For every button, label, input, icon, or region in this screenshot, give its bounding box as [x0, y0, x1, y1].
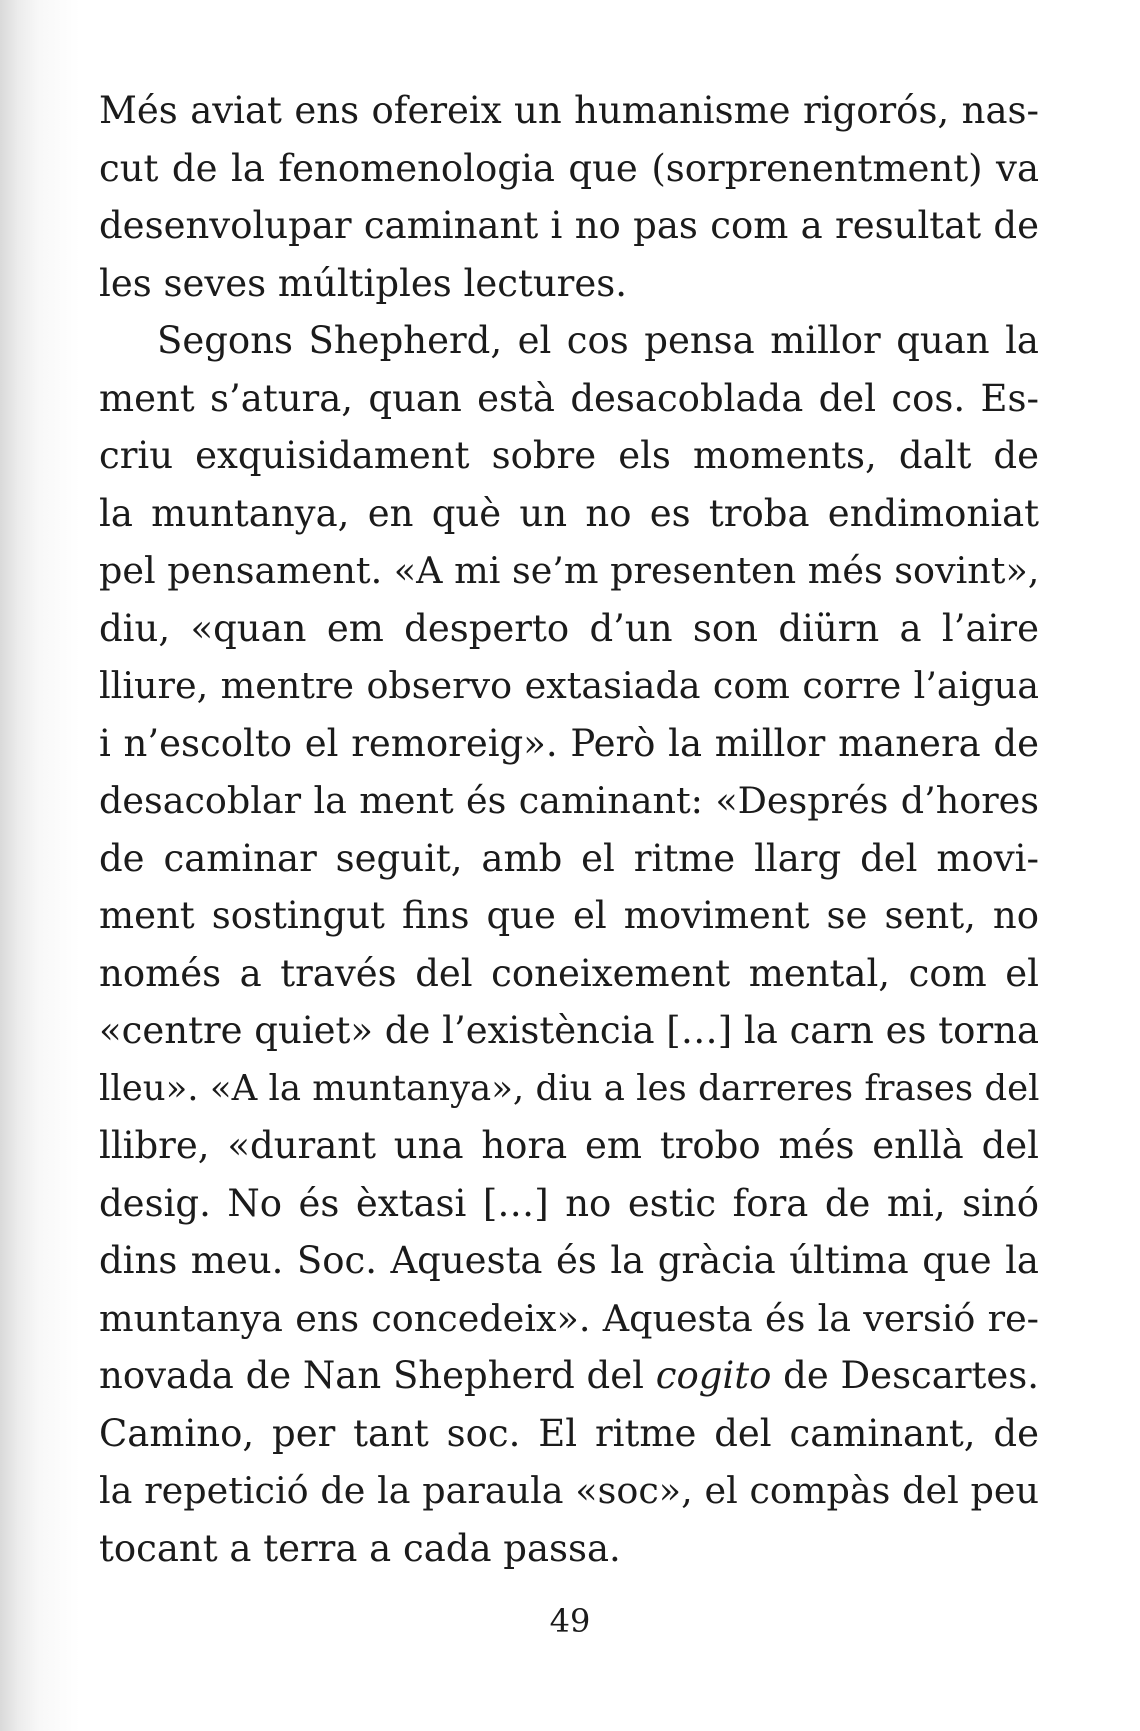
body-text [99, 82, 1039, 1577]
text-line: i n’escolto el remoreig». Però la millor manera de [99, 721, 1039, 765]
text-line: la repetició de la paraula «soc», el compàs del peu [99, 1469, 1039, 1512]
text-line: dins meu. Soc. Aquesta és la gràcia última que la [99, 1239, 1039, 1282]
text-line: desenvolupar caminant i no pas com a resultat de [99, 204, 1039, 247]
text-line-with-italic [99, 1347, 1039, 1405]
text-line: tocant a terra a cada passa. [99, 1526, 621, 1570]
text-line: cut de la fenomenologia que (sorprenentment) va [99, 146, 1039, 190]
paragraph-start-line: Segons Shepherd, el cos pensa millor quan la [157, 319, 1039, 362]
text-line: ment sostingut fins que el moviment se sent, no [99, 894, 1039, 937]
text-segment: novada de Nan Shepherd del [99, 1354, 656, 1397]
text-line: la muntanya, en què un no es troba endimoniat [99, 491, 1039, 535]
text-line: pel pensament. «A mi se’m presenten més sovint», [99, 549, 1040, 592]
text-segment: de Descartes. [771, 1354, 1040, 1397]
text-line: lliure, mentre observo extasiada com corre l’aigua [99, 664, 1039, 707]
text-line: només a través del coneixement mental, com el [99, 951, 1039, 995]
text-line: ment s’atura, quan està desacoblada del cos. Es- [99, 376, 1039, 420]
text-line: les seves múltiples lectures. [99, 261, 628, 305]
text-line: lleu». «A la muntanya», diu a les darreres frases del [99, 1067, 1040, 1109]
text-line: de caminar seguit, amb el ritme llarg del movi- [99, 836, 1039, 880]
text-line: desacoblar la ment és caminant: «Després d’hores [99, 779, 1039, 822]
text-line: diu, «quan em desperto d’un son diürn a l’aire [99, 606, 1039, 650]
text-line: llibre, «durant una hora em trobo més enllà del [99, 1124, 1039, 1167]
text-line: desig. No és èxtasi […] no estic fora de mi, sinó [99, 1181, 1039, 1225]
page-number: 49 [549, 1602, 591, 1640]
italic-word: cogito [655, 1354, 772, 1397]
text-line: muntanya ens concedeix». Aquesta és la versió re- [99, 1296, 1039, 1340]
text-line: criu exquisidament sobre els moments, dalt de [99, 434, 1039, 477]
text-line: Més aviat ens ofereix un humanisme rigorós, nas- [99, 89, 1039, 132]
text-line: «centre quiet» de l’existència […] la carn es torna [99, 1009, 1040, 1052]
text-line: Camino, per tant soc. El ritme del caminant, de [99, 1411, 1039, 1455]
